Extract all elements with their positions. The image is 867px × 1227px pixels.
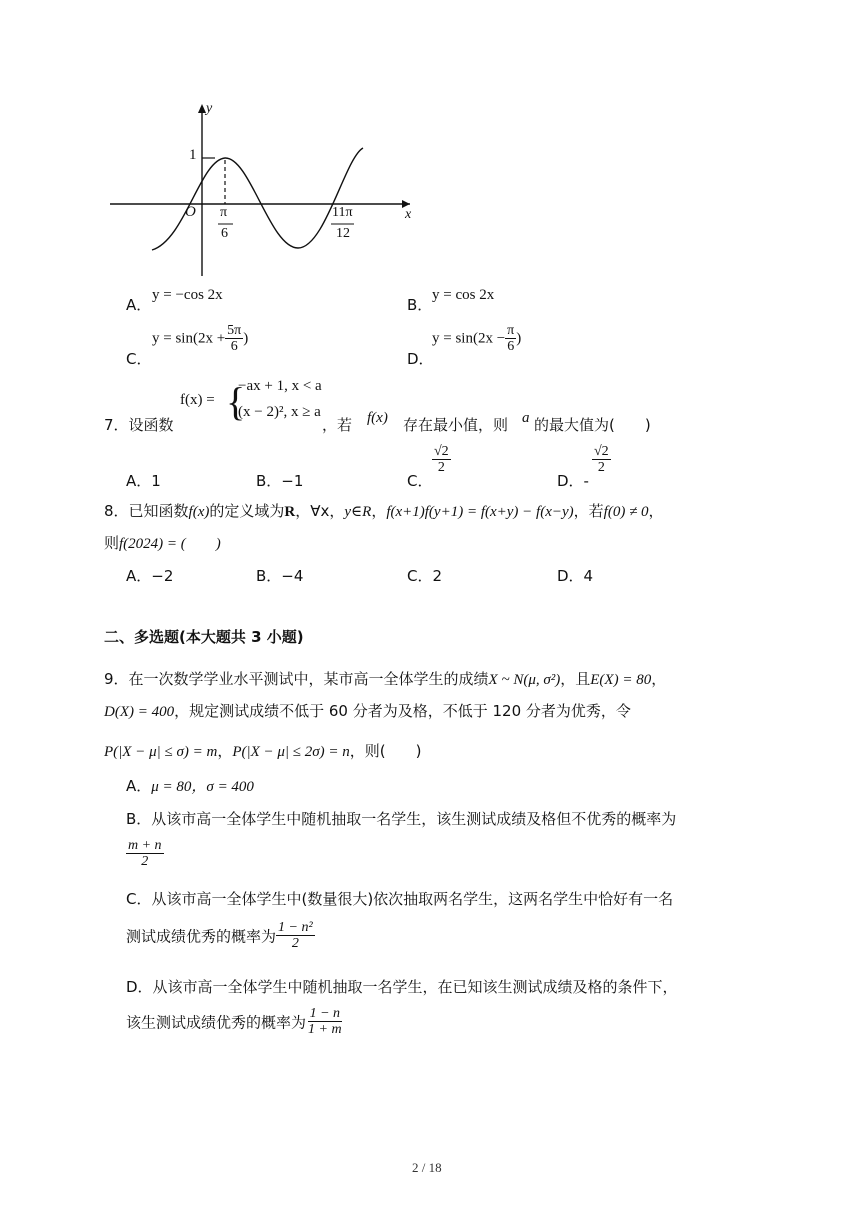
- graph-x-label: x: [405, 207, 412, 222]
- section-title: 二、多选题(本大题共 3 小题): [104, 628, 304, 646]
- q9-line3: P(|X − μ| ≤ σ) = m，P(|X − μ| ≤ 2σ) = n，则( ): [104, 742, 422, 760]
- y-axis-arrow-icon: [198, 104, 206, 113]
- q8-option-b: B．−4: [256, 567, 304, 585]
- q9-line2: D(X) = 400，规定测试成绩不低于 60 分者为及格，不低于 120 分者为优秀，令: [104, 702, 631, 720]
- sine-graph: [105, 100, 425, 285]
- q9-option-a: A．μ = 80，σ = 400: [126, 777, 254, 795]
- q6-option-b-label: B．: [407, 296, 433, 314]
- q6-option-a-expr: y = −cos 2x: [152, 287, 223, 303]
- q7-f-lhs: f(x) =: [180, 392, 215, 408]
- q6-option-c-label: C．: [126, 350, 152, 368]
- q6-option-b-expr: y = cos 2x: [432, 287, 495, 303]
- q8-line2: 则f(2024) = ( ): [104, 534, 221, 552]
- q6-option-d-label: D．: [407, 350, 434, 368]
- q7-brace: {: [226, 379, 246, 424]
- graph-x-tick2-num: 11π: [332, 205, 353, 220]
- q6-option-d-expr: y = sin(2x − $\frac{\pi}{6}$ ): [432, 323, 522, 355]
- graph-x-tick1-den: 6: [221, 226, 228, 241]
- sine-curve: [152, 148, 363, 250]
- q7-option-d-label: D．-: [557, 472, 589, 490]
- graph-y-tick-label: 1: [189, 147, 197, 163]
- q8-option-a: A．−2: [126, 567, 174, 585]
- graph-y-label: y: [206, 101, 213, 116]
- q8-line1: 8．已知函数f(x)的定义域为R，∀x，y∈R，f(x+1)f(y+1) = f(x+y) − f(x−y)，若f(0) ≠ 0，: [104, 502, 664, 520]
- q7-option-b: B．−1: [256, 472, 304, 490]
- q6-option-c-expr: y = sin(2x + $\frac{5\pi}{6}$ ): [152, 323, 249, 355]
- q8-option-c: C．2: [407, 567, 443, 585]
- q7-option-d-frac: $\frac{√2}{2}$: [594, 444, 609, 476]
- graph-x-tick2-den: 12: [336, 226, 350, 241]
- graph-x-tick1-num: π: [220, 205, 228, 220]
- page-number: 2 / 18: [412, 1160, 442, 1175]
- q9-option-b-frac: $\frac{m + n}{2}$: [128, 838, 162, 870]
- q7-a-var: a: [522, 410, 530, 426]
- q7-prefix: 7．设函数: [104, 416, 174, 434]
- q8-option-d: D．4: [557, 567, 594, 585]
- q7-option-a: A．1: [126, 472, 161, 490]
- q7-option-c-label: C．: [407, 472, 433, 490]
- q9-option-c-text: C．从该市高一全体学生中(数量很大)依次抽取两名学生，这两名学生中恰好有一名: [126, 890, 674, 908]
- q7-f-mid: f(x): [367, 410, 388, 426]
- q9-option-c-line2: 测试成绩优秀的概率为 $\frac{\text{1 − n²}}{2}$: [126, 920, 313, 952]
- q7-option-c-frac: $\frac{√2}{2}$: [434, 444, 449, 476]
- q7-mid2: 存在最小值，则: [403, 416, 509, 434]
- graph-origin-label: O: [185, 204, 196, 220]
- q9-line1: 9．在一次数学学业水平测试中，某市高一全体学生的成绩X ~ N(μ, σ²)，且E(X) = 80，: [104, 670, 667, 688]
- q7-case1: −ax + 1, x < a: [238, 378, 322, 394]
- q7-mid1: ，若: [322, 416, 353, 434]
- q9-option-d-text: D．从该市高一全体学生中随机抽取一名学生，在已知该生测试成绩及格的条件下，: [126, 978, 678, 996]
- q9-option-b-text: B．从该市高一全体学生中随机抽取一名学生，该生测试成绩及格但不优秀的概率为: [126, 810, 677, 828]
- q6-option-a-label: A．: [126, 296, 152, 314]
- q7-suffix: 的最大值为( ): [534, 416, 651, 434]
- q9-option-d-line2: 该生测试成绩优秀的概率为 $\frac{1 - n}{1 + m}$: [126, 1006, 342, 1038]
- q7-case2: (x − 2)², x ≥ a: [238, 404, 321, 420]
